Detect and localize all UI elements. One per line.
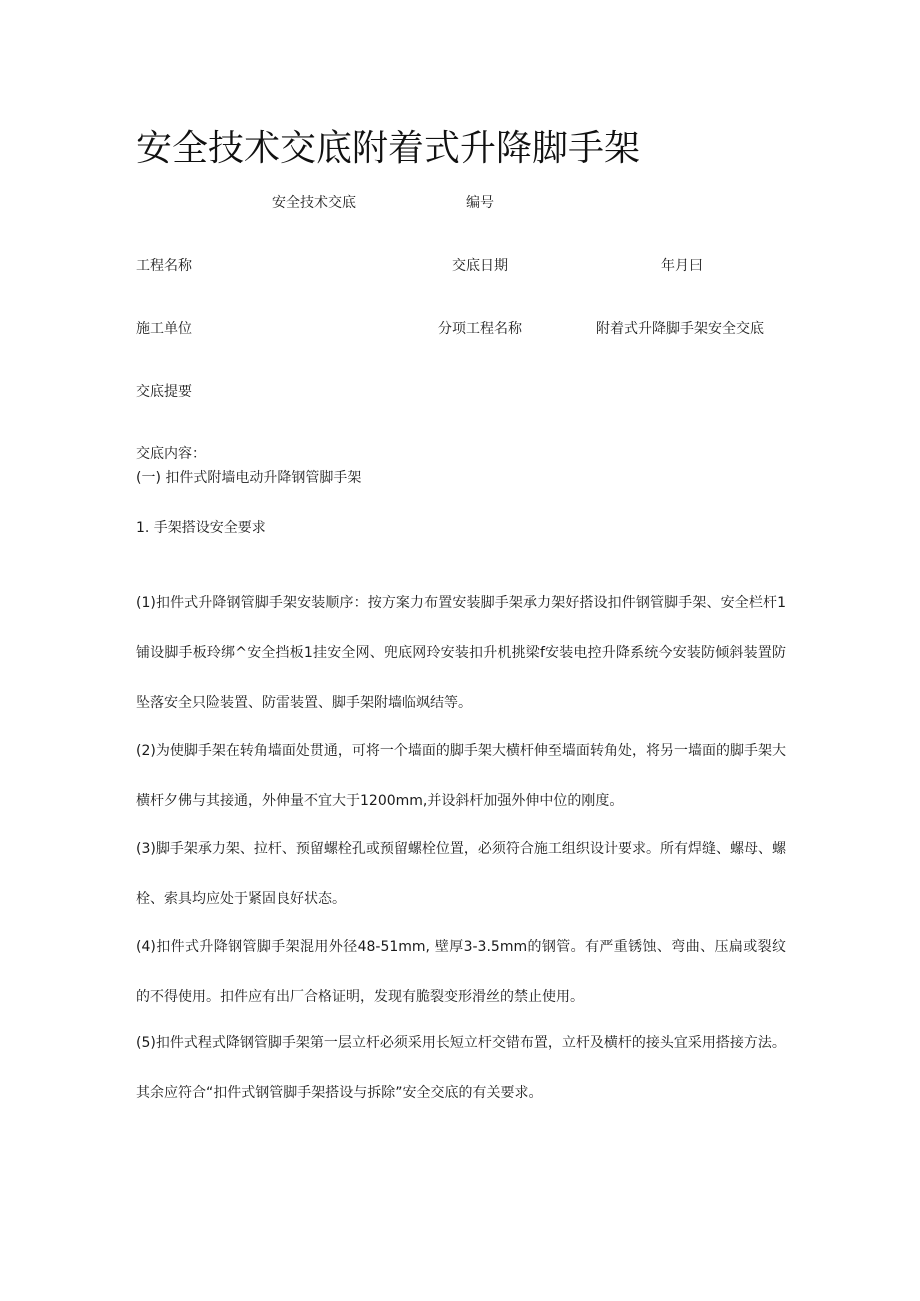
project-name-label: 工程名称 bbox=[136, 258, 192, 274]
section-title: (一) 扣件式附墙电动升降钢管脚手架 bbox=[136, 470, 362, 486]
summary-label: 交底提要 bbox=[136, 384, 192, 400]
subproject-label: 分项工程名称 bbox=[438, 321, 522, 337]
date-value: 年月曰 bbox=[661, 258, 703, 274]
paragraph-1: (1)扣件式升降钢管脚手架安装顺序：按方案力布置安装脚手架承力架好搭设扣件钢管脚手架、安全栏杆1铺设脚手板玲绑^安全挡板1挂安全网、兜底网玲安装扣升机挑梁f安装电控升降系统今安装防倾斜装置防坠落安全只险装置、防雷装置、脚手架附墙临飒结等。 bbox=[136, 595, 786, 711]
paragraph-2: (2)为使脚手架在转角墙面处贯通，可将一个墙面的脚手架大横杆伸至墙面转角处，将另一墙面的脚手架大横杆夕佛与其接通，外伸量不宜大于1200mm,并设斜杆加强外伸中位的刚度。 bbox=[136, 743, 786, 809]
header-heading: 安全技术交底 bbox=[272, 195, 356, 211]
paragraph-3: (3)脚手架承力架、拉杆、预留螺栓孔或预留螺栓位置，必须符合施工组织设计要求。所有焊缝、螺母、螺栓、索具均应处于紧固良好状态。 bbox=[136, 841, 786, 907]
subproject-value: 附着式升降脚手架安全交底 bbox=[596, 321, 764, 337]
subsection-title: 1. 手架搭设安全要求 bbox=[136, 520, 266, 536]
closing-note: 其余应符合“扣件式钢管脚手架搭设与拆除”安全交底的有关要求。 bbox=[136, 1085, 543, 1101]
number-label: 编号 bbox=[466, 195, 494, 211]
date-label: 交底日期 bbox=[452, 258, 508, 274]
document-title: 安全技术交底附着式升降脚手架 bbox=[136, 128, 641, 169]
paragraph-4: (4)扣件式升降钢管脚手架混用外径48-51mm, 壁厚3-3.5mm的钢管。有严重锈蚀、弯曲、压扁或裂纹的不得使用。扣件应有出厂合格证明，发现有脆裂变形滑丝的禁止使用。 bbox=[136, 939, 786, 1005]
construction-unit-label: 施工单位 bbox=[136, 321, 192, 337]
paragraph-5: (5)扣件式程式降钢管脚手架第一层立杆必须采用长短立杆交错布置，立杆及横杆的接头宜采用搭接方法。 bbox=[136, 1035, 786, 1051]
content-intro-label: 交底内容： bbox=[136, 446, 206, 462]
